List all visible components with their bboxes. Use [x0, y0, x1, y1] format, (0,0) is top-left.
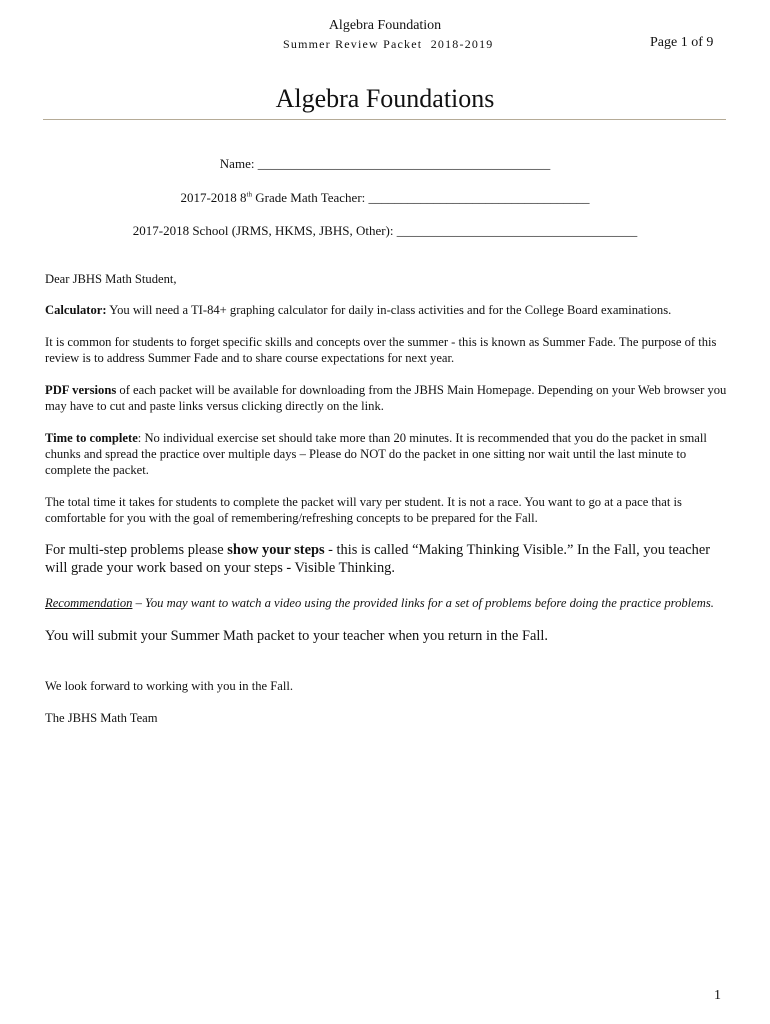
teacher-label: 2017-2018 8th Grade Math Teacher:	[180, 190, 366, 205]
calculator-paragraph: Calculator: You will need a TI-84+ graphing calculator for daily in-class activities and for the College Board examinations.	[45, 303, 672, 317]
summer-fade-paragraph: It is common for students to forget specific skills and concepts over the summer - this is known as Summer Fade. The purpose of this review is to address Summer Fade and to share course expectations for next year.	[45, 335, 717, 365]
footer-page-number: 1	[714, 988, 721, 1003]
header-page-label: Page 1 of 9	[650, 35, 714, 50]
time-paragraph: Time to complete: No individual exercise set should take more than 20 minutes. It is recommended that you do the packet in small chunks and spread the practice over multiple days – Please do NOT do the packet in one sitting nor wait until the last minute to complete the packet.	[45, 431, 707, 477]
title-divider	[43, 119, 726, 120]
school-blank: _____________________________________	[396, 223, 638, 238]
pdf-label: PDF versions	[45, 383, 117, 397]
pdf-paragraph: PDF versions of each packet will be available for downloading from the JBHS Main Homepage. Depending on your Web browser you may have to cut and paste links versus clicking directly on the link.	[45, 383, 727, 413]
calculator-label: Calculator:	[45, 303, 107, 317]
header-subtitle: Summer Review Packet 2018-2019	[283, 37, 494, 51]
name-field	[0, 156, 770, 172]
greeting: Dear JBHS Math Student,	[45, 272, 177, 286]
time-label: Time to complete	[45, 431, 138, 445]
total-time-paragraph: The total time it takes for students to complete the packet will vary per student. It is not a race. You want to go at a pace that is comfortable for you with the goal of remembering/refreshing concepts to be prepared for the Fall.	[45, 495, 682, 525]
recommendation-paragraph: Recommendation – You may want to watch a video using the provided links for a set of problems before doing the practice problems.	[45, 596, 714, 610]
signature: The JBHS Math Team	[45, 711, 158, 725]
recommendation-label: Recommendation	[45, 596, 133, 610]
teacher-blank: __________________________________	[368, 190, 590, 205]
school-label: 2017-2018 School (JRMS, HKMS, JBHS, Other):	[132, 223, 394, 238]
header-title: Algebra Foundation	[328, 18, 442, 33]
closing-line: We look forward to working with you in the Fall.	[45, 679, 294, 693]
school-field	[0, 223, 770, 239]
name-label: Name:	[219, 156, 255, 171]
steps-bold: show your steps	[227, 542, 325, 558]
steps-paragraph: For multi-step problems please show your steps - this is called “Making Thinking Visible.” In the Fall, you teacher will grade your work based on your steps - Visible Thinking.	[45, 542, 711, 576]
page-title: Algebra Foundations	[275, 84, 495, 113]
submit-paragraph: You will submit your Summer Math packet to your teacher when you return in the Fall.	[45, 628, 548, 644]
teacher-field	[0, 190, 770, 206]
name-blank: _____________________________________________	[257, 156, 551, 171]
